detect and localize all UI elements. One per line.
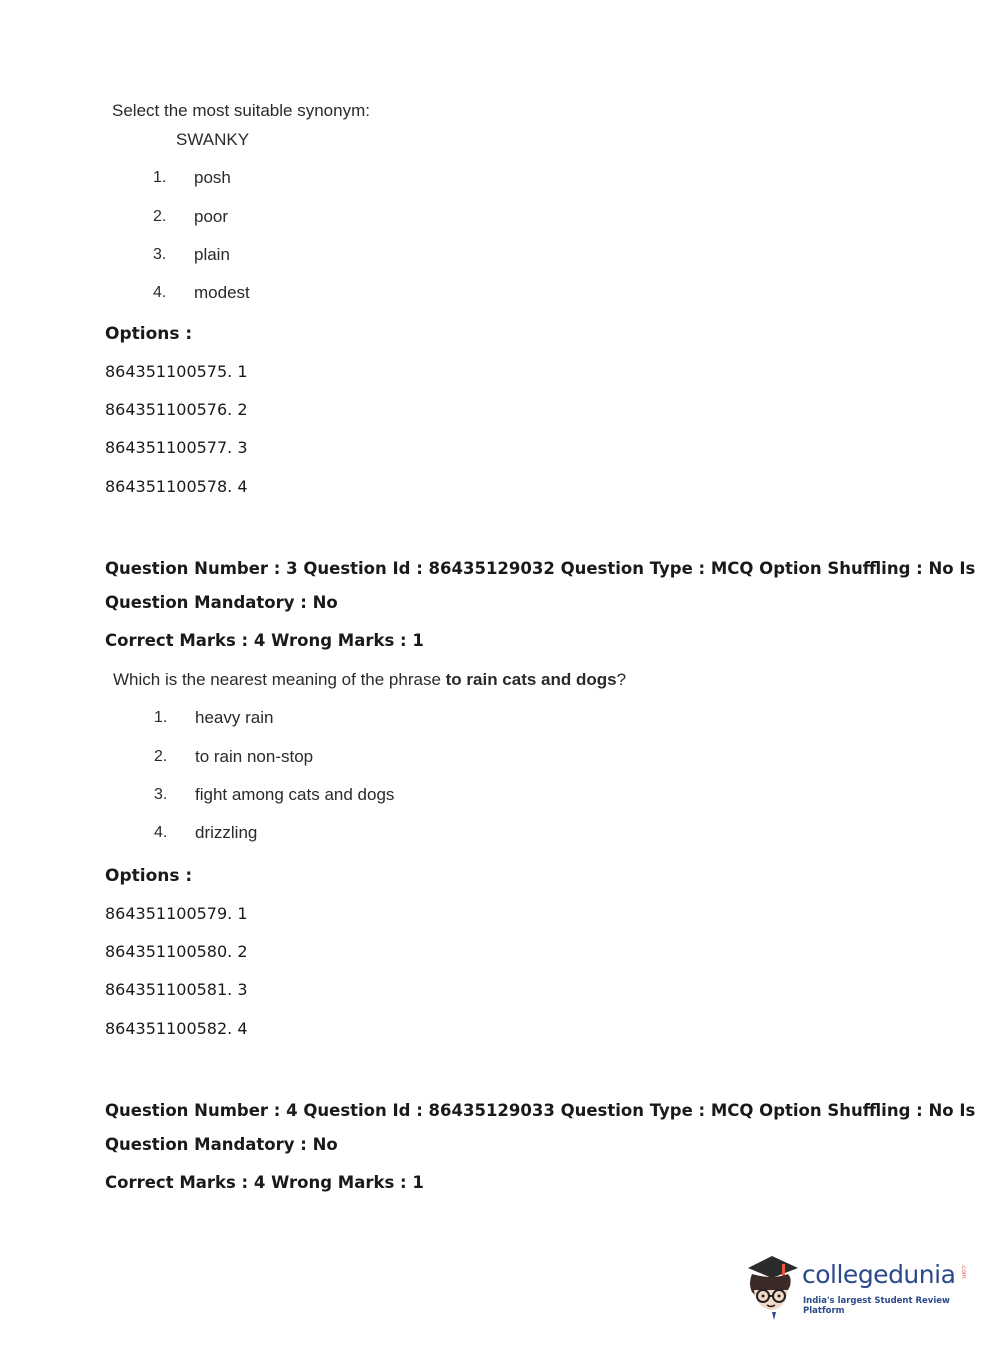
- q2-choice-text: poor: [194, 207, 229, 226]
- q2-choice-text: plain: [194, 245, 230, 264]
- q3-prompt-end: ?: [616, 670, 627, 689]
- q3-option-id: 864351100581. 3: [105, 980, 248, 999]
- q2-word: SWANKY: [176, 130, 250, 149]
- logo-brand: collegedunia: [802, 1260, 956, 1289]
- q3-choice-text: fight among cats and dogs: [195, 785, 395, 804]
- q2-prompt: Select the most suitable synonym:: [112, 101, 370, 120]
- q2-choice-num: 3.: [153, 246, 167, 263]
- q3-option-id: 864351100582. 4: [105, 1019, 248, 1038]
- q2-option-id: 864351100575. 1: [105, 362, 248, 381]
- q3-choice-num: 2.: [154, 748, 168, 765]
- q3-option-id: 864351100580. 2: [105, 942, 248, 961]
- q3-marks: Correct Marks : 4 Wrong Marks : 1: [105, 631, 424, 650]
- q2-choice-num: 4.: [153, 284, 167, 301]
- q2-choice-num: 2.: [153, 208, 167, 225]
- q4-meta-line2: Question Mandatory : No: [105, 1135, 338, 1154]
- q3-choice-text: drizzling: [195, 823, 258, 842]
- q3-prompt: [113, 670, 626, 690]
- q4-meta-line1: Question Number : 4 Question Id : 86435129033 Question Type : MCQ Option Shuffling : No Is: [105, 1101, 976, 1120]
- q2-option-id: 864351100578. 4: [105, 477, 248, 496]
- q2-choice-text: modest: [194, 283, 250, 302]
- q4-marks: Correct Marks : 4 Wrong Marks : 1: [105, 1173, 424, 1192]
- q2-option-id: 864351100576. 2: [105, 400, 248, 419]
- q3-choice-num: 4.: [154, 824, 168, 841]
- q3-meta-line1: Question Number : 3 Question Id : 86435129032 Question Type : MCQ Option Shuffling : No Is: [105, 559, 976, 578]
- q2-option-id: 864351100577. 3: [105, 438, 248, 457]
- collegedunia-logo: [742, 1250, 972, 1322]
- q3-choice-text: to rain non-stop: [195, 747, 314, 766]
- q2-choice-text: posh: [194, 168, 231, 187]
- q3-choice-text: heavy rain: [195, 708, 274, 727]
- q3-meta-line2: Question Mandatory : No: [105, 593, 338, 612]
- q3-prompt-start: Which is the nearest meaning of the phrase: [113, 670, 446, 689]
- q2-choice-num: 1.: [153, 169, 167, 186]
- q3-option-id: 864351100579. 1: [105, 904, 248, 923]
- mascot-icon: [742, 1250, 800, 1322]
- logo-com: .com: [960, 1264, 967, 1279]
- q3-options-label: Options :: [105, 866, 193, 886]
- logo-tagline: India's largest Student Review Platform: [803, 1296, 950, 1316]
- q3-prompt-phrase: to rain cats and dogs: [445, 670, 617, 689]
- q2-options-label: Options :: [105, 324, 193, 344]
- q3-choice-num: 1.: [154, 709, 168, 726]
- q3-choice-num: 3.: [154, 786, 168, 803]
